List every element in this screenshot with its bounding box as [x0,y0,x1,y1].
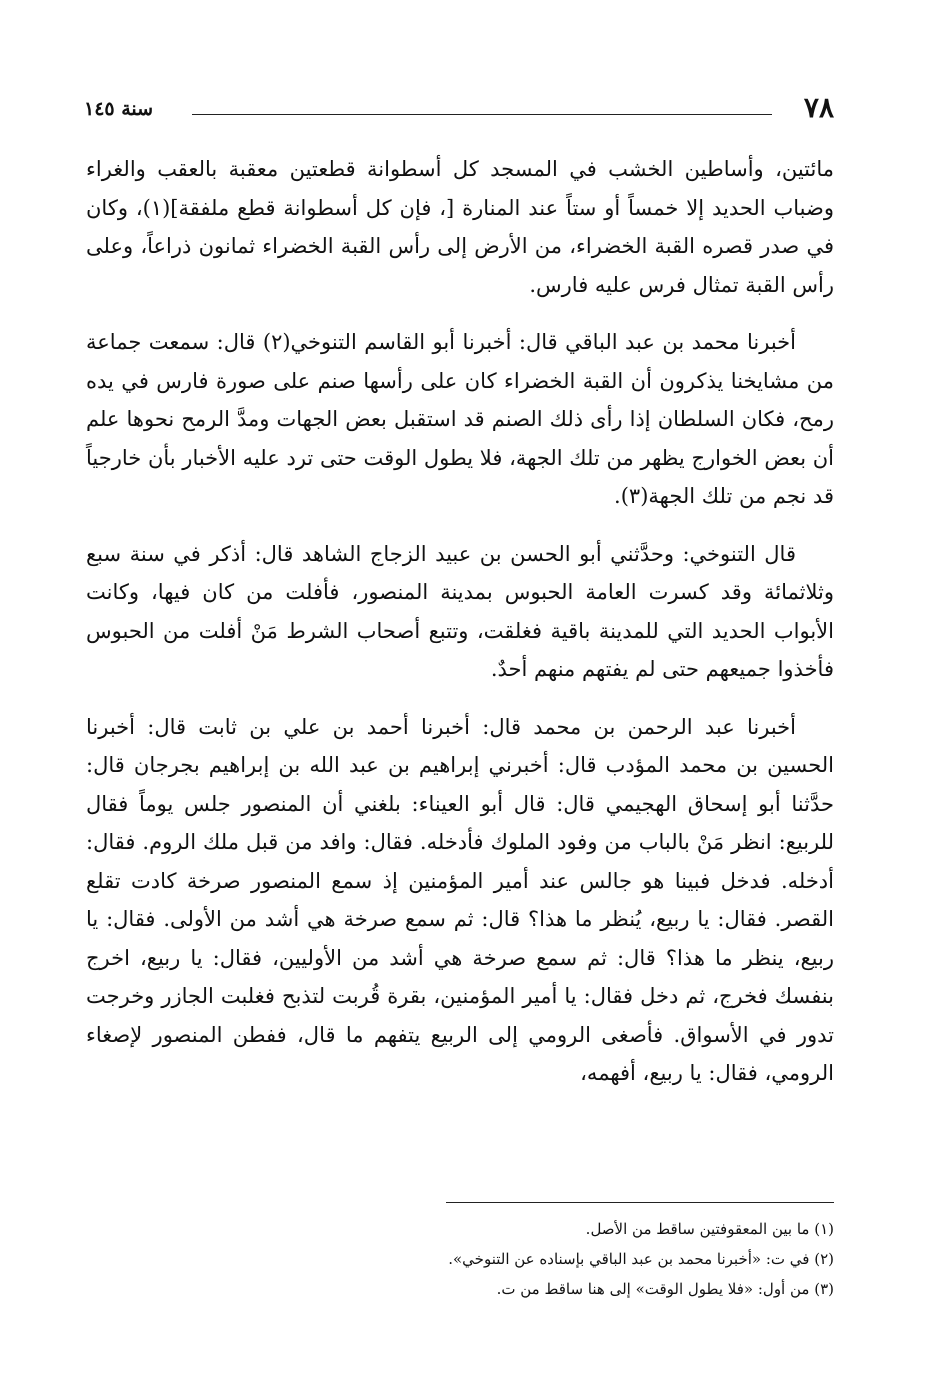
footnote-1: (١) ما بين المعقوفتين ساقط من الأصل. [585,1220,834,1238]
footnote-3: (٣) من أول: «فلا يطول الوقت» إلى هنا ساقط من ت. [496,1280,834,1298]
main-text [86,150,834,1093]
paragraph-4: أخبرنا عبد الرحمن بن محمد قال: أخبرنا أحمد بن علي بن ثابت قال: أخبرنا الحسين بن محمد المؤدب قال: أخبرني إبراهيم بن عبد الله بن إبراهيم بجرجان قال: حدَّثنا أبو إسحاق الهجيمي قال: قال أبو العيناء: بلغني أن المنصور جلس يوماً فقال للربيع: انظر مَنْ بالباب من وفود الملوك فأدخله. فقال: وافد من قبل ملك الروم. فقال: أدخله. فدخل فبينا هو جالس عند أمير المؤمنين إذ سمع المنصور صرخة كادت تقلع القصر. فقال: يا ربيع، يُنظر ما هذا؟ قال: ثم سمع صرخة هي أشد من الأولى. فقال: يا ربيع، ينظر ما هذا؟ قال: ثم سمع صرخة هي أشد من الأوليين، فقال: يا ربيع، اخرج بنفسك فخرج، ثم دخل فقال: يا أمير المؤمنين، بقرة قُربت لتذبح فغلبت الجازر وخرجت تدور في الأسواق. فأصغى الرومي إلى الربيع يتفهم ما قال، ففطن المنصور لإصغاء الرومي، فقال: يا ربيع، أفهمه، [86,714,834,1085]
running-title: سنة ١٤٥ [84,98,154,120]
footnotes [86,1214,834,1304]
paragraph-2: أخبرنا محمد بن عبد الباقي قال: أخبرنا أبو القاسم التنوخي(٢) قال: سمعت جماعة من مشايخنا يذكرون أن القبة الخضراء كان على رأسها صنم على صورة فارس في يده رمح، فكان السلطان إذا رأى ذلك الصنم قد استقبل بعض الجهات ومدَّ الرمح نحوها علم أن بعض الخوارج يظهر من تلك الجهة، فلا يطول الوقت حتى ترد عليه الأخبار بأن خارجياً قد نجم من تلك الجهة(٣). [86,330,834,508]
footnote-rule [446,1202,834,1203]
footnote-2: (٢) في ت: «أخبرنا محمد بن عبد الباقي بإسناده عن التنوخي». [448,1250,834,1268]
page-number: ٧٨ [803,91,834,124]
page-header [84,88,834,128]
header-rule [192,114,772,115]
paragraph-3: قال التنوخي: وحدَّثني أبو الحسن بن عبيد الزجاج الشاهد قال: أذكر في سنة سبع وثلاثمائة وقد كسرت العامة الحبوس بمدينة المنصور، فأفلت من كان فيها، وكانت الأبواب الحديد التي للمدينة باقية فغلقت، وتتبع أصحاب الشرط مَنْ أفلت من الحبوس فأخذوا جميعهم حتى لم يفتهم منهم أحدٌ. [86,541,834,681]
paragraph-1: مائتين، وأساطين الخشب في المسجد كل أسطوانة قطعتين معقبة بالعقب والغراء وضباب الحديد إلا خمساً أو ستاً عند المنارة [، فإن كل أسطوانة قطع ملفقة](١)، وكان في صدر قصره القبة الخضراء، من الأرض إلى رأس القبة الخضراء ثمانون ذراعاً، وعلى رأس القبة تمثال فرس عليه فارس. [86,157,834,297]
